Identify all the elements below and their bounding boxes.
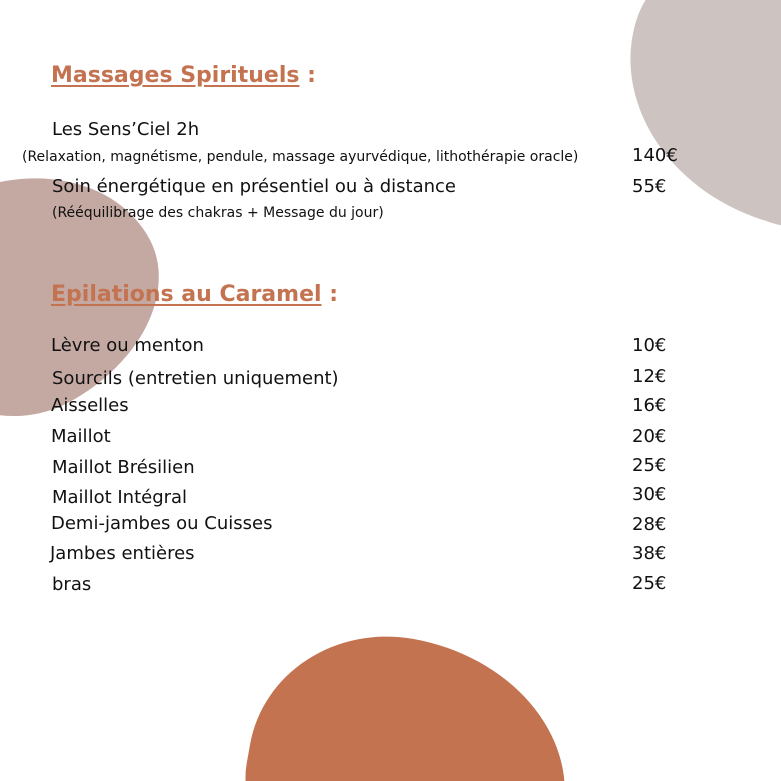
service-name: Maillot Brésilien (52, 457, 195, 478)
service-price: 28€ (632, 514, 667, 535)
service-price: 55€ (632, 176, 667, 197)
service-name: Maillot (51, 426, 111, 447)
service-price: 10€ (632, 335, 667, 356)
service-price: 30€ (632, 484, 667, 505)
service-price: 25€ (632, 455, 667, 476)
service-name: Soin énergétique en présentiel ou à distance (52, 176, 456, 197)
service-name: Jambes entières (50, 543, 195, 564)
section-title-suffix: : (299, 63, 316, 88)
section-title-suffix: : (321, 282, 338, 307)
service-name: Maillot Intégral (52, 487, 188, 508)
service-detail: (Rééquilibrage des chakras + Message du jour) (52, 205, 384, 221)
section-title: Massages Spirituels (51, 63, 300, 88)
section-title: Epilations au Caramel (51, 282, 322, 307)
service-name: Sourcils (entretien uniquement) (52, 368, 339, 389)
service-name: Les Sens’Ciel 2h (52, 119, 200, 140)
service-price: 12€ (632, 366, 667, 387)
service-price: 25€ (632, 573, 667, 594)
service-name: Aisselles (51, 395, 129, 416)
service-detail: (Relaxation, magnétisme, pendule, massage ayurvédique, lithothérapie oracle) (22, 149, 579, 165)
service-price: 140€ (632, 145, 678, 166)
service-name: Demi-jambes ou Cuisses (51, 513, 273, 534)
service-name: bras (52, 574, 92, 595)
service-price: 20€ (632, 426, 667, 447)
section-heading-epilations (51, 282, 338, 307)
service-price: 16€ (632, 395, 667, 416)
service-price: 38€ (632, 543, 667, 564)
section-heading-massages (51, 63, 316, 88)
service-name: Lèvre ou menton (51, 335, 204, 356)
